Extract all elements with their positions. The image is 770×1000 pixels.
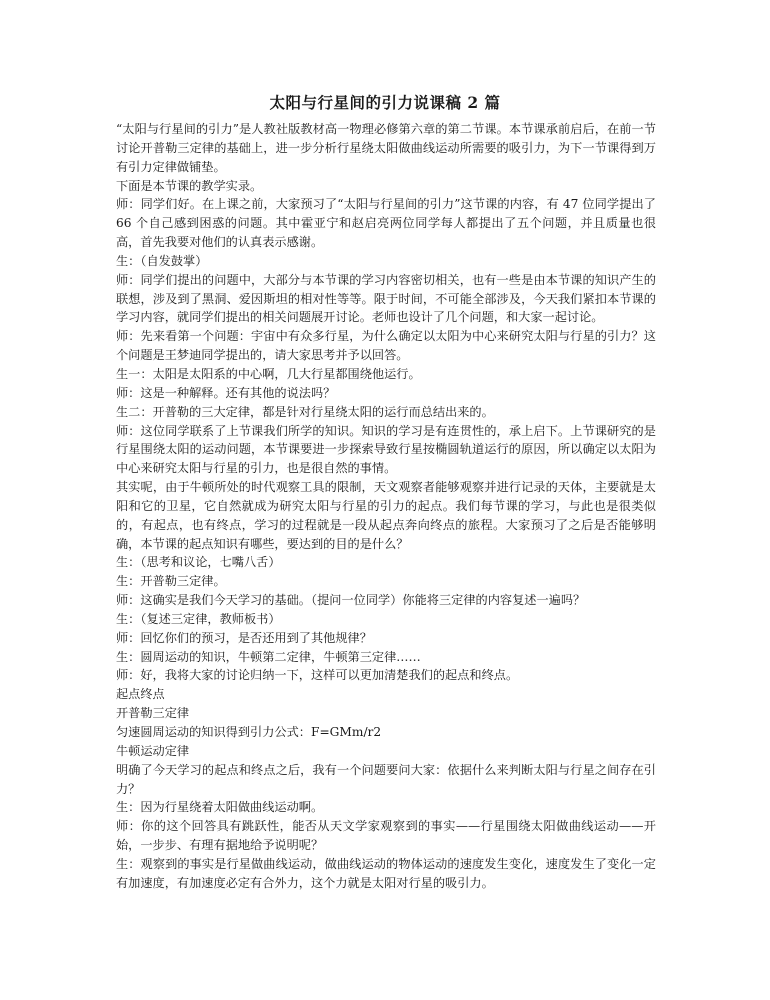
- paragraph: 生：观察到的事实是行星做曲线运动，做曲线运动的物体运动的速度发生变化，速度发生了变化一定有加速度，有加速度必定有合外力，这个力就是太阳对行星的吸引力。: [116, 856, 656, 890]
- paragraph: 师：先来看第一个问题：宇宙中有众多行星，为什么确定以太阳为中心来研究太阳与行星的引力？这个问题是王梦迪同学提出的，请大家思考并予以回答。: [116, 329, 656, 363]
- paragraph: 牛顿运动定律: [116, 743, 190, 758]
- document-title: 太阳与行星间的引力说课稿 2 篇: [269, 93, 501, 112]
- paragraph: 下面是本节课的教学实录。: [116, 178, 263, 193]
- paragraph: 师：好，我将大家的讨论归纳一下，这样可以更加清楚我们的起点和终点。: [116, 668, 519, 683]
- paragraph: 师：这位同学联系了上节课我们所学的知识。知识的学习是有连贯性的，承上启下。上节课研究的是行星围绕太阳的运动问题，本节课要进一步探索导致行星按椭圆轨道运行的原因，所以确定以太阳为中心来研究太阳与行星的引力，也是很自然的事情。: [116, 423, 656, 476]
- paragraph: 师：这是一种解释。还有其他的说法吗？: [116, 385, 336, 400]
- paragraph: 师：这确实是我们今天学习的基础。（提问一位同学）你能将三定律的内容复述一遍吗？: [116, 593, 586, 608]
- paragraph: 生：（复述三定律，教师板书）: [116, 611, 281, 626]
- paragraph: 生：（思考和议论，七嘴八舌）: [116, 555, 281, 570]
- paragraph: “太阳与行星间的引力”是人教社版教材高一物理必修第六章的第二节课。本节课承前启后，在前一节讨论开普勒三定律的基础上，进一步分析行星绕太阳做曲线运动所需要的吸引力，为下一节课得到万有引力定律做铺垫。: [116, 122, 656, 174]
- paragraph: 开普勒三定律: [116, 706, 190, 721]
- document-body: [116, 120, 656, 893]
- paragraph: 生一：太阳是太阳系的中心啊，几大行星都围绕他运行。: [116, 366, 421, 381]
- paragraph: 起点终点: [116, 687, 165, 702]
- paragraph: 生：（自发鼓掌）: [116, 253, 208, 268]
- paragraph: 明确了今天学习的起点和终点之后，我有一个问题要问大家：依据什么来判断太阳与行星之间存在引力？: [116, 762, 656, 796]
- paragraph: 师：同学们提出的问题中，大部分与本节课的学习内容密切相关，也有一些是由本节课的知识产生的联想，涉及到了黑洞、爱因斯坦的相对性等等。限于时间，不可能全部涉及，今天我们紧扣本节课的学习内容，就同学们提出的相关问题展开讨论。老师也设计了几个问题，和大家一起讨论。: [116, 272, 656, 325]
- paragraph: 生二：开普勒的三大定律，都是针对行星绕太阳的运行而总结出来的。: [116, 404, 494, 419]
- paragraph: 师：同学们好。在上课之前，大家预习了“太阳与行星间的引力”这节课的内容，有 47 位同学提出了 66 个自己感到困惑的问题。其中霍亚宁和赵启亮两位同学每人都提出了五个问题，并且质量也很高，首先我要对他们的认真表示感谢。: [116, 197, 656, 250]
- formula-paragraph: 匀速圆周运动的知识得到引力公式：F=GMm/r2: [116, 725, 382, 739]
- paragraph: 生：圆周运动的知识，牛顿第二定律，牛顿第三定律……: [116, 649, 421, 664]
- paragraph: 师：回忆你们的预习，是否还用到了其他规律？: [116, 630, 372, 645]
- paragraph: 生：开普勒三定律。: [116, 574, 226, 589]
- paragraph: 师：你的这个回答具有跳跃性，能否从天文学家观察到的事实——行星围绕太阳做曲线运动——开始，一步步、有理有据地给予说明呢？: [116, 819, 656, 853]
- paragraph: 其实呢，由于牛顿所处的时代观察工具的限制，天文观察者能够观察并进行记录的天体，主要就是太阳和它的卫星，它自然就成为研究太阳与行星的引力的起点。我们每节课的学习，与此也是很类似的，有起点，也有终点，学习的过程就是一段从起点奔向终点的旅程。大家预习了之后是否能够明确，本节课的起点知识有哪些，要达到的目的是什么？: [116, 480, 656, 551]
- paragraph: 生：因为行星绕着太阳做曲线运动啊。: [116, 800, 324, 815]
